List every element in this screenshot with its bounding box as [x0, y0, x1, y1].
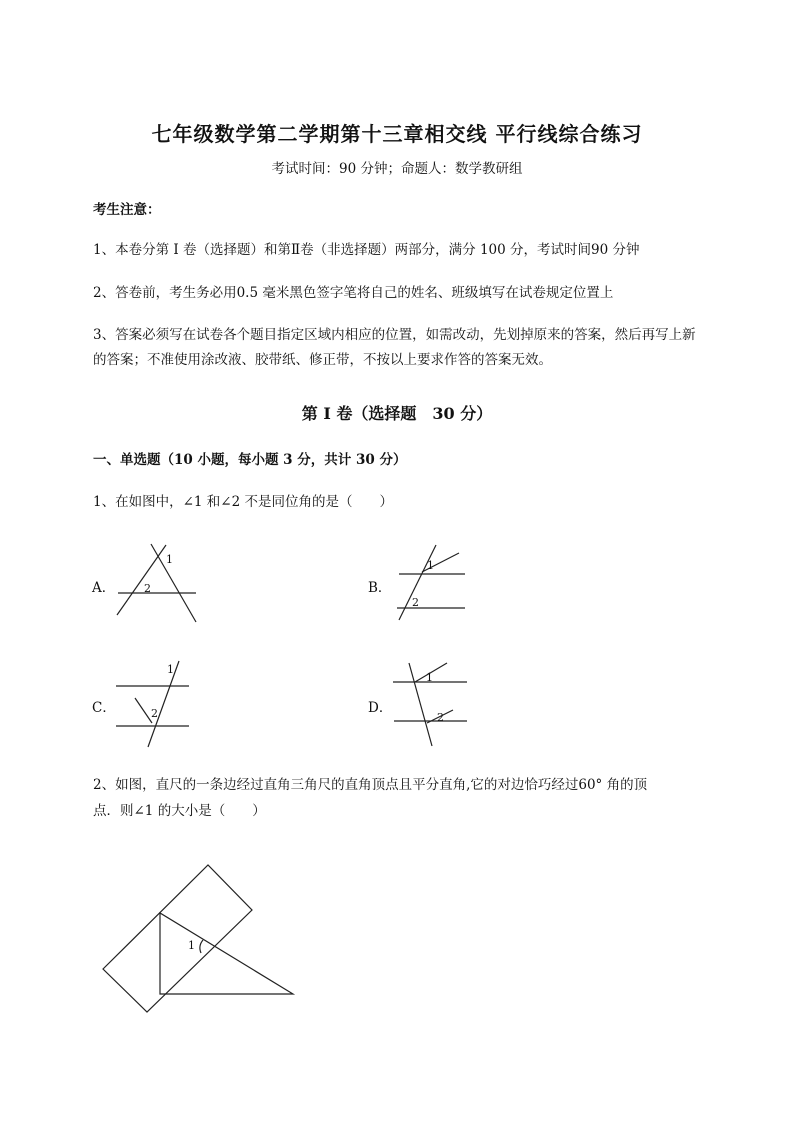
figure-c-ray	[135, 698, 152, 723]
figure-c-transversal	[148, 661, 179, 747]
notice-item-1: 1、本卷分第 I 卷（选择题）和第Ⅱ卷（非选择题）两部分，满分 100 分，考试时间90 分钟	[93, 242, 640, 258]
notice-item-2: 2、答卷前，考生务必用0.5 毫米黑色签字笔将自己的姓名、班级填写在试卷规定位置上	[93, 285, 614, 301]
figure-a-angle-2: 2	[144, 582, 151, 595]
figure-d-angle-1: 1	[426, 671, 433, 684]
figure-a-transversal-2	[117, 545, 166, 615]
option-a-label: A．	[92, 580, 116, 596]
option-d-label: D．	[368, 700, 393, 716]
part-heading: 一、单选题（10 小题，每小题 3 分，共计 30 分）	[93, 452, 407, 468]
figure-c-angle-1: 1	[167, 663, 174, 676]
angle-1-arc	[200, 940, 203, 953]
question-1-stem: 1、在如图中，∠1 和∠2 不是同位角的是（ ）	[93, 494, 393, 510]
figure-a-transversal-1	[151, 544, 196, 622]
option-b-figure	[388, 540, 478, 630]
figure-b-angle-1: 1	[427, 559, 434, 572]
figure-a-angle-1: 1	[166, 553, 173, 566]
option-a-figure	[110, 540, 210, 630]
option-b-label: B．	[368, 580, 392, 596]
exam-info: 考试时间：90 分钟；命题人：数学教研组	[271, 161, 523, 177]
option-d-figure	[388, 655, 478, 755]
notice-heading: 考生注意：	[93, 202, 161, 218]
question-2-stem-line-1: 2、如图，直尺的一条边经过直角三角尺的直角顶点且平分直角,它的对边恰巧经过60° 角的顶	[93, 777, 648, 793]
notice-item-3-line-1: 3、答案必须写在试卷各个题目指定区域内相应的位置，如需改动，先划掉原来的答案，然后再写上新	[93, 327, 696, 343]
question-2-stem-line-2: 点．则∠1 的大小是（ ）	[93, 803, 266, 819]
set-square-shape	[160, 913, 293, 994]
figure-d-angle-2: 2	[437, 711, 444, 724]
option-c-figure	[110, 655, 210, 755]
option-c-label: C．	[92, 700, 116, 716]
figure-c-angle-2: 2	[151, 707, 158, 720]
ruler-shape	[103, 865, 252, 1012]
page-title: 七年级数学第二学期第十三章相交线 平行线综合练习	[151, 122, 643, 146]
notice-item-3-line-2: 的答案；不准使用涂改液、胶带纸、修正带，不按以上要求作答的答案无效。	[93, 352, 552, 368]
question-2-figure	[95, 858, 315, 1018]
figure-b-angle-2: 2	[412, 596, 419, 609]
section-title: 第 I 卷（选择题 30 分）	[301, 404, 493, 423]
angle-1-label: 1	[188, 939, 195, 952]
